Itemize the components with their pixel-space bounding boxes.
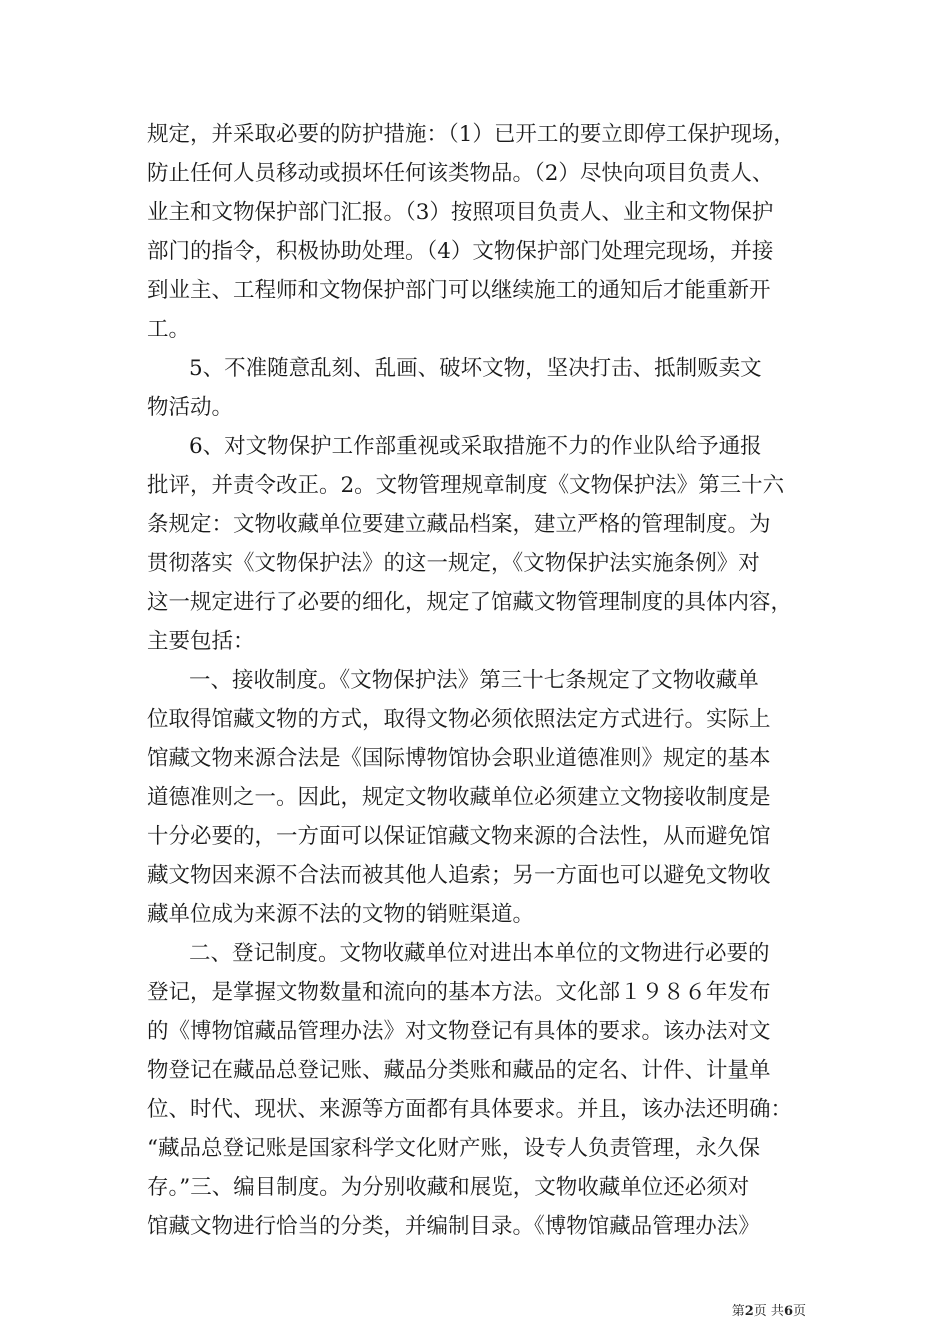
total-page-count: 6	[783, 1304, 793, 1319]
text-line: 工。	[147, 317, 191, 342]
text-line: 条规定：文物收藏单位要建立藏品档案，建立严格的管理制度。为	[147, 512, 771, 537]
text-line: 馆藏文物来源合法是《国际博物馆协会职业道德准则》规定的基本	[147, 746, 771, 771]
page-number-footer	[700, 1305, 806, 1318]
text-line: 位取得馆藏文物的方式，取得文物必须依照法定方式进行。实际上	[147, 707, 771, 732]
text-line: 藏单位成为来源不法的文物的销赃渠道。	[147, 902, 535, 927]
text-line: 到业主、工程师和文物保护部门可以继续施工的通知后才能重新开	[147, 278, 771, 303]
text-line: 十分必要的，一方面可以保证馆藏文物来源的合法性，从而避免馆	[147, 824, 771, 849]
text-line: 二、登记制度。文物收藏单位对进出本单位的文物进行必要的	[189, 941, 770, 966]
text-line: 部门的指令，积极协助处理。（4）文物保护部门处理完现场，并接	[147, 239, 774, 264]
text-line: 防止任何人员移动或损坏任何该类物品。（2）尽快向项目负责人、	[147, 161, 774, 186]
text-line: 主要包括：	[147, 629, 255, 654]
text-line: 藏文物因来源不合法而被其他人追索；另一方面也可以避免文物收	[147, 863, 771, 888]
current-page-number: 2	[744, 1304, 754, 1319]
text-line: 业主和文物保护部门汇报。（3）按照项目负责人、业主和文物保护	[147, 200, 774, 225]
text-line: 批评，并责令改正。2。文物管理规章制度《文物保护法》第三十六	[147, 473, 785, 498]
text-line: 规定，并采取必要的防护措施：（1）已开工的要立即停工保护现场，	[147, 122, 795, 147]
text-line: 存。”三、编目制度。为分别收藏和展览，文物收藏单位还必须对	[147, 1175, 750, 1200]
footer-prefix: 第	[731, 1304, 745, 1319]
text-line: 贯彻落实《文物保护法》的这一规定，《文物保护法实施条例》对	[147, 551, 760, 576]
text-line: 的《博物馆藏品管理办法》对文物登记有具体的要求。该办法对文	[147, 1019, 771, 1044]
text-line: 物登记在藏品总登记账、藏品分类账和藏品的定名、计件、计量单	[147, 1058, 771, 1083]
text-line: “藏品总登记账是国家科学文化财产账，设专人负责管理，永久保	[147, 1136, 760, 1161]
text-line: 物活动。	[147, 395, 234, 420]
text-line: 馆藏文物进行恰当的分类，并编制目录。《博物馆藏品管理办法》	[147, 1214, 760, 1239]
text-line: 道德准则之一。因此，规定文物收藏单位必须建立文物接收制度是	[147, 785, 771, 810]
text-line: 登记，是掌握文物数量和流向的基本方法。文化部１９８６年发布	[147, 980, 771, 1005]
text-line: 位、时代、现状、来源等方面都有具体要求。并且，该办法还明确：	[147, 1097, 793, 1122]
text-line: 这一规定进行了必要的细化，规定了馆藏文物管理制度的具体内容，	[147, 590, 793, 615]
text-line: 一、接收制度。《文物保护法》第三十七条规定了文物收藏单	[189, 668, 759, 693]
footer-middle: 页 共	[753, 1304, 784, 1319]
footer-suffix: 页	[792, 1304, 806, 1319]
text-line: 6、对文物保护工作部重视或采取措施不力的作业队给予通报	[189, 434, 762, 459]
text-line: 5、不准随意乱刻、乱画、破坏文物，坚决打击、抵制贩卖文	[189, 356, 762, 381]
